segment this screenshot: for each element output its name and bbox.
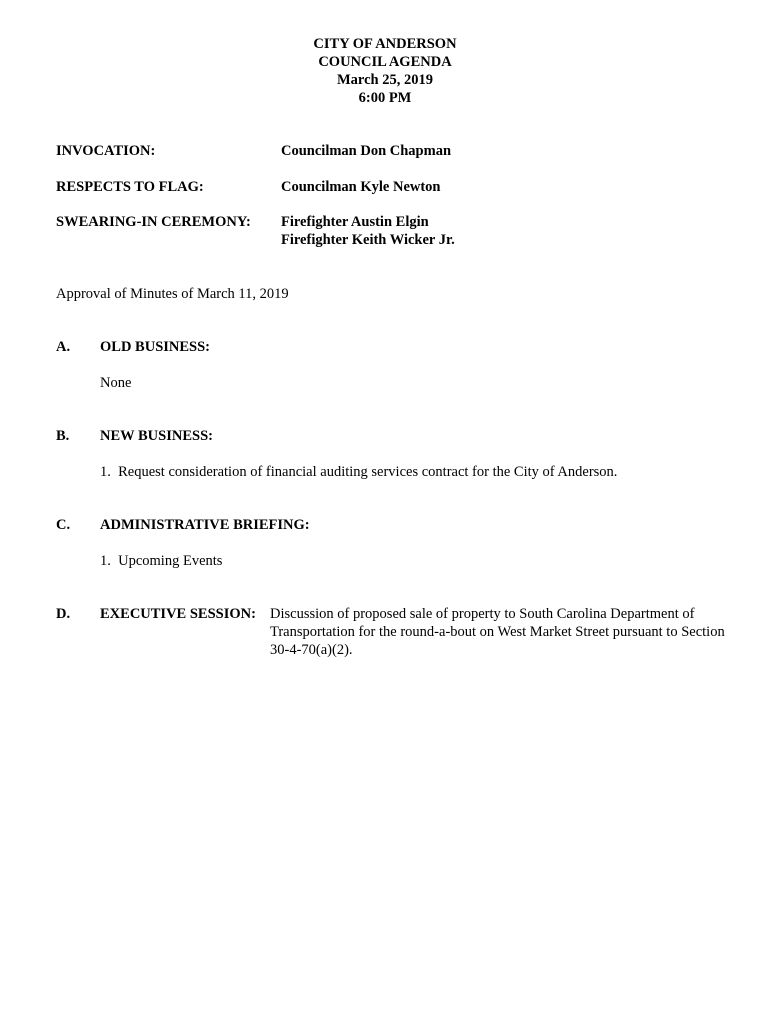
- section-c-title: ADMINISTRATIVE BRIEFING:: [100, 517, 310, 533]
- swearing-in-value-1: Firefighter Austin Elgin: [281, 214, 429, 230]
- section-d-body: Discussion of proposed sale of property to South Carolina Department of Transportation for the round-a-bout on West Market Street pursuant to Section 30-4-70(a)(2).: [270, 606, 725, 658]
- agenda-title: COUNCIL AGENDA: [318, 54, 452, 70]
- agenda-header: [0, 35, 770, 107]
- section-b-title: NEW BUSINESS:: [100, 428, 213, 444]
- flag-value: Councilman Kyle Newton: [281, 179, 441, 195]
- city-name: CITY OF ANDERSON: [313, 36, 457, 52]
- section-b-letter: B.: [56, 428, 70, 444]
- section-a-title: OLD BUSINESS:: [100, 339, 210, 355]
- invocation-label: INVOCATION:: [56, 143, 156, 159]
- section-b-item: 1. Request consideration of financial auditing services contract for the City of Anderson.: [100, 464, 618, 480]
- section-c-item: 1. Upcoming Events: [100, 553, 223, 569]
- section-d-letter: D.: [56, 606, 71, 622]
- meeting-date: March 25, 2019: [337, 72, 433, 88]
- invocation-value: Councilman Don Chapman: [281, 143, 452, 159]
- section-a-body: None: [100, 375, 132, 391]
- meeting-time: 6:00 PM: [358, 90, 412, 106]
- section-c-letter: C.: [56, 517, 71, 533]
- swearing-in-value-2: Firefighter Keith Wicker Jr.: [281, 232, 455, 248]
- section-a-letter: A.: [56, 339, 71, 355]
- swearing-in-label: SWEARING-IN CEREMONY:: [56, 214, 251, 230]
- flag-label: RESPECTS TO FLAG:: [56, 179, 204, 195]
- approval-of-minutes: Approval of Minutes of March 11, 2019: [56, 286, 289, 302]
- section-d-title: EXECUTIVE SESSION:: [100, 606, 256, 622]
